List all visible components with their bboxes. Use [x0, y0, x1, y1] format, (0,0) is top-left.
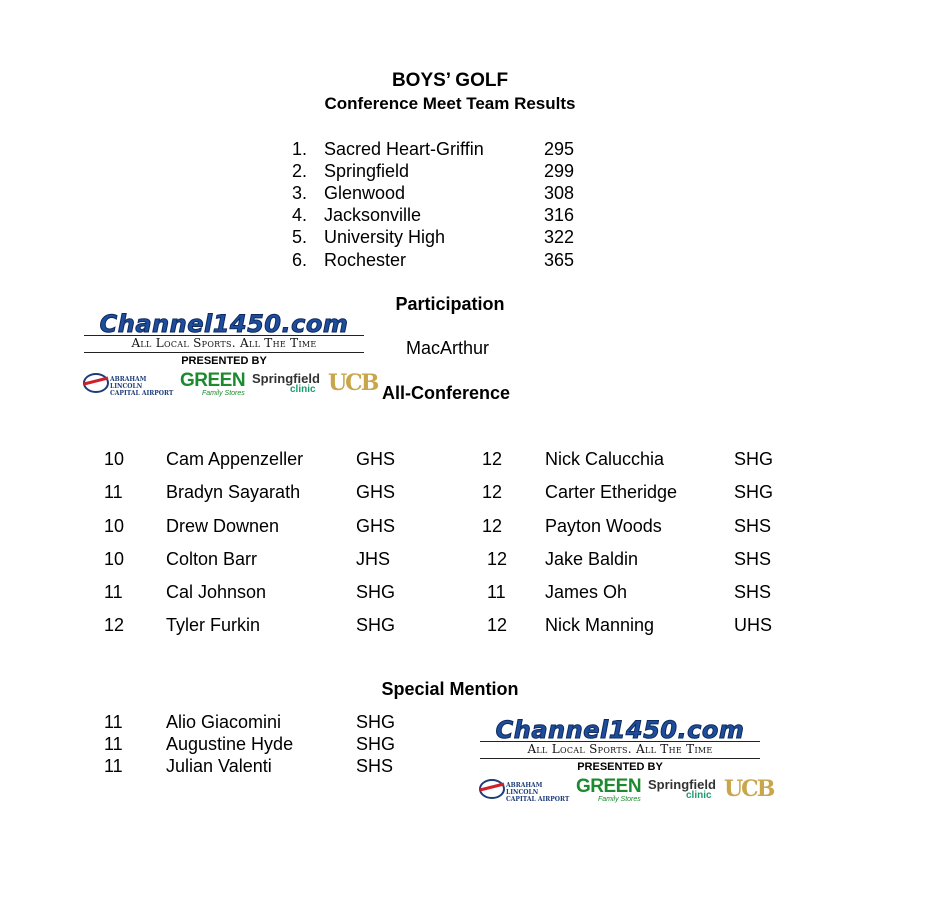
green-word: GREEN: [576, 776, 642, 797]
table-row: [482, 582, 812, 606]
player-name: Cam Appenzeller: [166, 449, 304, 469]
green-sub: Family Stores: [598, 796, 641, 803]
table-row: [104, 449, 424, 473]
springfield-clinic-logo: [252, 371, 322, 399]
springfield-clinic-logo: [648, 777, 718, 805]
player-name: Colton Barr: [166, 549, 258, 569]
table-row: [104, 615, 424, 639]
channel1450-logo: Channel1450.com: [99, 310, 349, 338]
school: SHG: [734, 482, 774, 502]
team-name: Rochester: [324, 250, 407, 270]
rank: 5.: [292, 227, 308, 247]
grade: 10: [104, 449, 125, 469]
table-row: [482, 615, 812, 639]
table-row: [482, 449, 812, 473]
airport-swoosh-icon: [82, 370, 110, 396]
sponsor-tagline: All Local Sports. All The Time: [84, 335, 364, 353]
grade: 12: [482, 516, 503, 536]
player-name: Alio Giacomini: [166, 712, 282, 732]
list-item: [292, 205, 592, 227]
rank: 1.: [292, 139, 308, 159]
player-name: Bradyn Sayarath: [166, 482, 301, 502]
channel1450-logo: Channel1450.com: [495, 716, 745, 744]
team-score: 299: [544, 161, 575, 181]
special-mention-heading: Special Mention: [381, 679, 519, 699]
airport-logo: [82, 370, 174, 396]
participation-heading: Participation: [395, 294, 505, 314]
player-name: Nick Manning: [545, 615, 655, 635]
page-title: BOYS’ GOLF: [391, 70, 509, 91]
sponsor-logos: [82, 370, 378, 400]
team-name: Jacksonville: [324, 205, 422, 225]
list-item: [104, 712, 424, 734]
sponsor-banner: [478, 716, 774, 806]
table-row: [482, 516, 812, 540]
sponsor-logos: [478, 776, 774, 806]
school: UHS: [734, 615, 773, 635]
school: GHS: [356, 516, 396, 536]
team-name: Springfield: [324, 161, 410, 181]
team-name: Glenwood: [324, 183, 406, 203]
presented-by: PRESENTED BY: [181, 355, 267, 367]
list-item: [292, 139, 592, 161]
table-row: [104, 549, 424, 573]
school: SHS: [356, 756, 394, 776]
school: SHG: [356, 615, 396, 635]
school: SHS: [734, 582, 772, 602]
rank: 6.: [292, 250, 308, 270]
grade: 12: [482, 482, 503, 502]
school: SHG: [356, 712, 396, 732]
school: SHG: [356, 582, 396, 602]
grade: 11: [104, 482, 123, 502]
green-word: GREEN: [180, 370, 246, 391]
table-row: [482, 549, 812, 573]
player-name: Julian Valenti: [166, 756, 272, 776]
list-item: [292, 183, 592, 205]
airport-logo: [478, 776, 570, 802]
table-row: [104, 582, 424, 606]
school: SHG: [734, 449, 774, 469]
airport-name: ABRAHAM LINCOLN CAPITAL AIRPORT: [110, 376, 174, 397]
school: SHS: [734, 549, 772, 569]
rank: 3.: [292, 183, 308, 203]
player-name: Drew Downen: [166, 516, 280, 536]
school: SHG: [356, 734, 396, 754]
grade: 10: [104, 549, 125, 569]
list-item: [104, 734, 424, 756]
grade: 11: [104, 756, 123, 776]
green-family-stores-logo: [180, 370, 246, 398]
school: JHS: [356, 549, 391, 569]
team-score: 322: [544, 227, 575, 247]
player-name: Nick Calucchia: [545, 449, 665, 469]
team-score: 316: [544, 205, 575, 225]
list-item: [104, 756, 424, 778]
clinic-word: clinic: [290, 384, 316, 395]
player-name: Jake Baldin: [545, 549, 639, 569]
clinic-word: clinic: [686, 790, 712, 801]
list-item: [292, 227, 592, 249]
grade: 11: [487, 582, 506, 602]
grade: 12: [104, 615, 125, 635]
grade: 10: [104, 516, 125, 536]
grade: 11: [104, 734, 123, 754]
table-row: [482, 482, 812, 506]
player-name: Payton Woods: [545, 516, 662, 536]
team-name: Sacred Heart-Griffin: [324, 139, 484, 159]
rank: 4.: [292, 205, 308, 225]
team-score: 295: [544, 139, 575, 159]
sponsor-tagline: All Local Sports. All The Time: [480, 741, 760, 759]
list-item: [292, 161, 592, 183]
player-name: Carter Etheridge: [545, 482, 678, 502]
grade: 12: [487, 615, 508, 635]
springfield-word: Springfield: [252, 371, 320, 386]
table-row: [104, 482, 424, 506]
presented-by: PRESENTED BY: [577, 761, 663, 773]
rank: 2.: [292, 161, 308, 181]
school: SHS: [734, 516, 772, 536]
grade: 11: [104, 582, 123, 602]
player-name: Augustine Hyde: [166, 734, 294, 754]
team-name: University High: [324, 227, 446, 247]
sponsor-banner: [82, 310, 378, 400]
grade: 11: [104, 712, 123, 732]
school: GHS: [356, 449, 396, 469]
player-name: Tyler Furkin: [166, 615, 261, 635]
grade: 12: [487, 549, 508, 569]
list-item: [292, 250, 592, 272]
table-row: [104, 516, 424, 540]
airport-swoosh-icon: [478, 776, 506, 802]
player-name: James Oh: [545, 582, 628, 602]
team-score: 308: [544, 183, 575, 203]
ucb-logo: UCB: [724, 776, 774, 802]
green-sub: Family Stores: [202, 390, 245, 397]
player-name: Cal Johnson: [166, 582, 267, 602]
page-subtitle: Conference Meet Team Results: [324, 94, 576, 113]
green-family-stores-logo: [576, 776, 642, 804]
school: GHS: [356, 482, 396, 502]
participation-school: MacArthur: [406, 338, 490, 358]
all-conference-heading: All-Conference: [382, 383, 511, 403]
ucb-logo: UCB: [328, 370, 378, 396]
springfield-word: Springfield: [648, 777, 716, 792]
grade: 12: [482, 449, 503, 469]
airport-name: ABRAHAM LINCOLN CAPITAL AIRPORT: [506, 782, 570, 803]
team-score: 365: [544, 250, 575, 270]
